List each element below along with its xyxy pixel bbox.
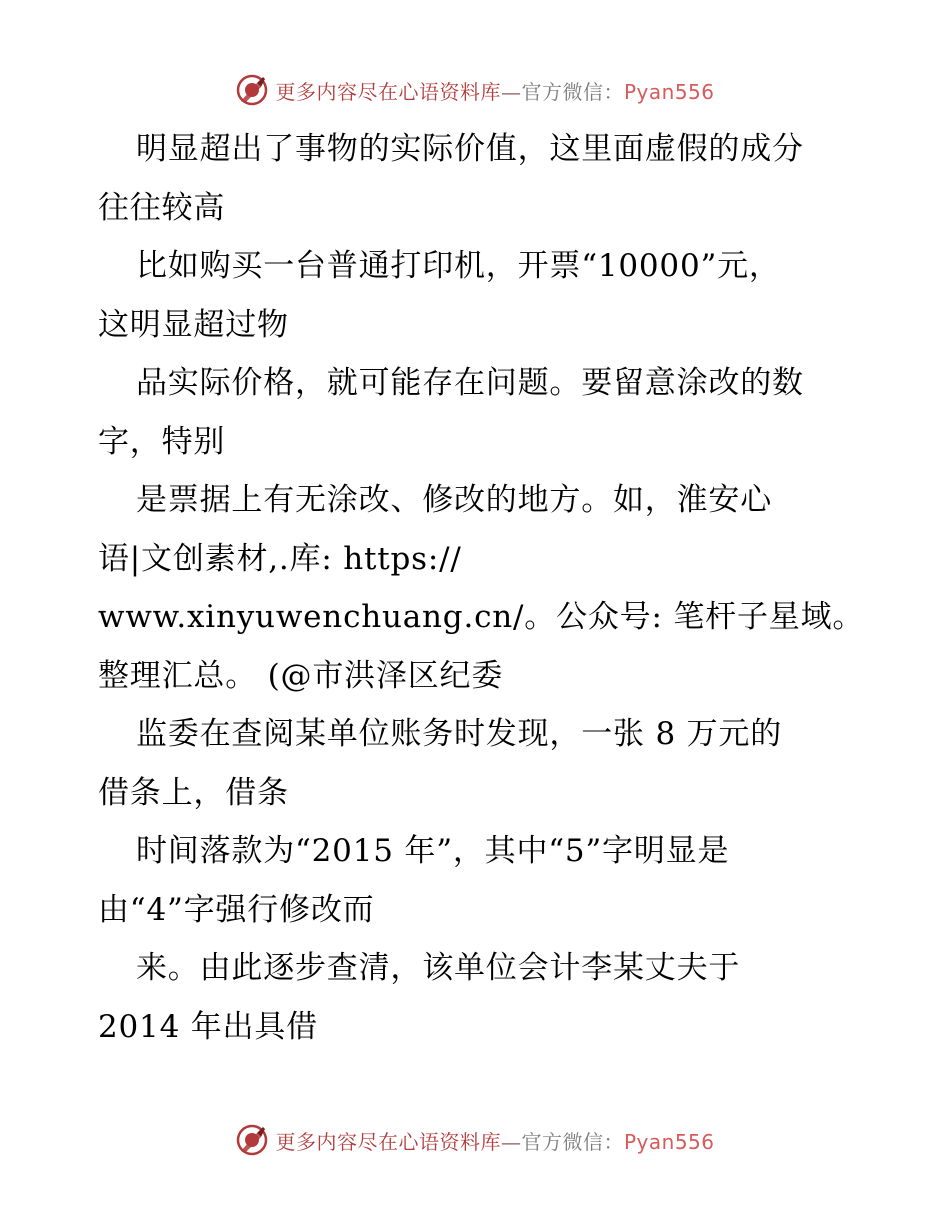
header-text bbox=[275, 76, 714, 105]
header-wechat-id: Pyan556 bbox=[623, 79, 715, 104]
header-banner bbox=[0, 70, 950, 110]
body-line: www.xinyuwenchuang.cn/。公众号: 笔杆子星域。 bbox=[98, 599, 865, 635]
body-line: 语|文创素材,.库: https:// bbox=[98, 540, 462, 577]
body-line: 由“4”字强行修改而 bbox=[98, 891, 375, 928]
footer-banner bbox=[0, 1120, 950, 1160]
body-line: 整理汇总。 (@市洪泽区纪委 bbox=[98, 657, 504, 694]
header-dash: — bbox=[500, 79, 522, 104]
body-line: 品实际价格，就可能存在问题。要留意涂改的数 bbox=[136, 365, 804, 401]
footer-dash: — bbox=[500, 1129, 522, 1154]
body-line: 来。由此逐步查清，该单位会计李某丈夫于 bbox=[136, 950, 741, 986]
body-line: 明显超出了事物的实际价值，这里面虚假的成分 bbox=[136, 131, 804, 167]
footer-wechat-label: 官方微信： bbox=[521, 1129, 624, 1154]
pen-logo-icon bbox=[235, 1123, 269, 1157]
header-wechat-label: 官方微信： bbox=[521, 79, 624, 104]
document-body bbox=[98, 120, 865, 1056]
body-line: 字，特别 bbox=[98, 423, 226, 460]
body-line: 借条上，借条 bbox=[98, 774, 289, 811]
body-line: 这明显超过物 bbox=[98, 306, 289, 343]
footer-wechat-id: Pyan556 bbox=[623, 1129, 715, 1154]
body-line: 往往较高 bbox=[98, 189, 226, 226]
footer-brand-text: 更多内容尽在心语资料库 bbox=[275, 1129, 501, 1154]
body-line: 监委在查阅某单位账务时发现，一张 8 万元的 bbox=[136, 716, 783, 752]
body-line: 是票据上有无涂改、修改的地方。如，淮安心 bbox=[136, 482, 772, 518]
header-brand-text: 更多内容尽在心语资料库 bbox=[275, 79, 501, 104]
body-line: 2014 年出具借 bbox=[98, 1008, 318, 1045]
body-line: 时间落款为“2015 年”，其中“5”字明显是 bbox=[136, 833, 730, 869]
footer-text bbox=[275, 1126, 714, 1155]
body-line: 比如购买一台普通打印机，开票“10000”元， bbox=[136, 248, 781, 284]
pen-logo-icon bbox=[235, 73, 269, 107]
